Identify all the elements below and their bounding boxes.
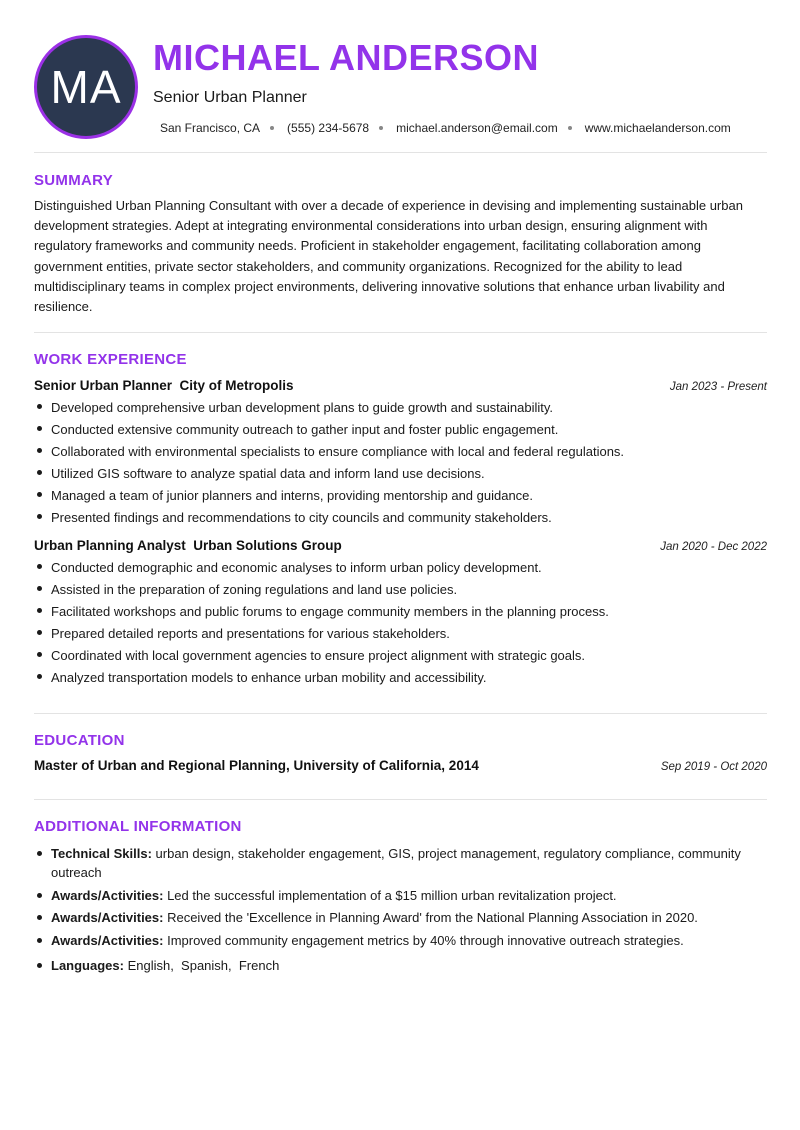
resume-page xyxy=(34,0,767,978)
contact-website[interactable]: www.michaelanderson.com xyxy=(584,121,731,135)
list-item: Analyzed transportation models to enhance urban mobility and accessibility. xyxy=(34,667,767,689)
item-text: urban design, stakeholder engagement, GIS, project management, regulatory compliance, community outreach xyxy=(51,846,741,881)
section-title-summary: SUMMARY xyxy=(34,172,114,189)
list-item: Assisted in the preparation of zoning regulations and land use policies. xyxy=(34,579,767,601)
list-item: Developed comprehensive urban development plans to guide growth and sustainability. xyxy=(34,397,767,419)
item-label: Awards/Activities: xyxy=(51,910,164,926)
item-label: Languages: xyxy=(51,957,124,973)
list-item xyxy=(34,844,767,882)
section-title-additional: ADDITIONAL INFORMATION xyxy=(34,818,242,836)
separator-dot-icon xyxy=(270,126,274,130)
item-label: Awards/Activities: xyxy=(51,932,164,948)
separator-dot-icon xyxy=(568,126,572,130)
list-item xyxy=(34,956,767,975)
list-item: Coordinated with local government agencies to ensure project alignment with strategic goals. xyxy=(34,645,767,667)
job-bullets xyxy=(34,397,767,529)
job-title: Senior Urban Planner City of Metropolis xyxy=(34,378,294,394)
contact-email[interactable]: michael.anderson@email.com xyxy=(396,121,558,135)
education-dates: Sep 2019 - Oct 2020 xyxy=(660,761,767,774)
summary-text: Distinguished Urban Planning Consultant with over a decade of experience in devising and implementing sustainable urban development strategies. Adept at integrating environmental considerations into urban design, ensuring alignment with regulatory frameworks and community needs. Proficient in stakeholder engagement, facilitating collaboration among government entities, private sector stakeholders, and community organizations. Recognized for the ability to lead multidisciplinary teams in complex project environments, delivering innovative solutions that enhance urban livability and resilience. xyxy=(34,198,743,315)
job-entry xyxy=(34,378,767,529)
list-item: Conducted extensive community outreach to gather input and foster public engagement. xyxy=(34,419,767,441)
item-label: Technical Skills: xyxy=(51,846,152,862)
list-item xyxy=(34,886,767,905)
contact-location: San Francisco, CA xyxy=(160,121,261,135)
avatar xyxy=(34,35,138,139)
separator-dot-icon xyxy=(379,126,383,130)
section-title-experience: WORK EXPERIENCE xyxy=(34,351,187,369)
section-title-education: EDUCATION xyxy=(34,732,125,750)
job-header xyxy=(34,538,767,553)
contact-phone: (555) 234-5678 xyxy=(287,121,370,135)
list-item: Presented findings and recommendations to city councils and community stakeholders. xyxy=(34,507,767,529)
education-entry xyxy=(34,758,767,773)
item-text: Received the 'Excellence in Planning Award' from the National Planning Association in 2020. xyxy=(163,910,698,926)
contact-line xyxy=(160,121,731,135)
list-item: Utilized GIS software to analyze spatial data and inform land use decisions. xyxy=(34,463,767,485)
list-item xyxy=(34,908,767,927)
additional-section xyxy=(34,800,767,975)
list-item: Conducted demographic and economic analyses to inform urban policy development. xyxy=(34,557,767,579)
list-item xyxy=(34,931,767,950)
job-header xyxy=(34,378,767,393)
summary-section xyxy=(34,153,767,332)
avatar-initials: MA xyxy=(50,61,122,113)
job-bullets xyxy=(34,557,767,689)
job-dates: Jan 2023 - Present xyxy=(669,381,767,394)
list-item: Managed a team of junior planners and interns, providing mentorship and guidance. xyxy=(34,485,767,507)
candidate-role: Senior Urban Planner xyxy=(153,89,307,106)
item-label: Awards/Activities: xyxy=(51,887,164,903)
candidate-name: MICHAEL ANDERSON xyxy=(153,37,540,78)
list-item: Prepared detailed reports and presentations for various stakeholders. xyxy=(34,623,767,645)
education-section xyxy=(34,714,767,799)
item-text: Improved community engagement metrics by 40% through innovative outreach strategies. xyxy=(163,932,684,948)
job-entry xyxy=(34,538,767,689)
item-text: Led the successful implementation of a $15 million urban revitalization project. xyxy=(163,887,617,903)
additional-list xyxy=(34,844,767,975)
job-title: Urban Planning Analyst Urban Solutions Group xyxy=(34,538,342,554)
education-degree: Master of Urban and Regional Planning, University of California, 2014 xyxy=(34,758,479,774)
job-dates: Jan 2020 - Dec 2022 xyxy=(660,541,767,554)
list-item: Collaborated with environmental specialists to ensure compliance with local and federal regulations. xyxy=(34,441,767,463)
experience-section xyxy=(34,333,767,713)
list-item: Facilitated workshops and public forums to engage community members in the planning process. xyxy=(34,601,767,623)
item-text: English, Spanish, French xyxy=(123,957,280,973)
resume-header xyxy=(34,0,767,152)
